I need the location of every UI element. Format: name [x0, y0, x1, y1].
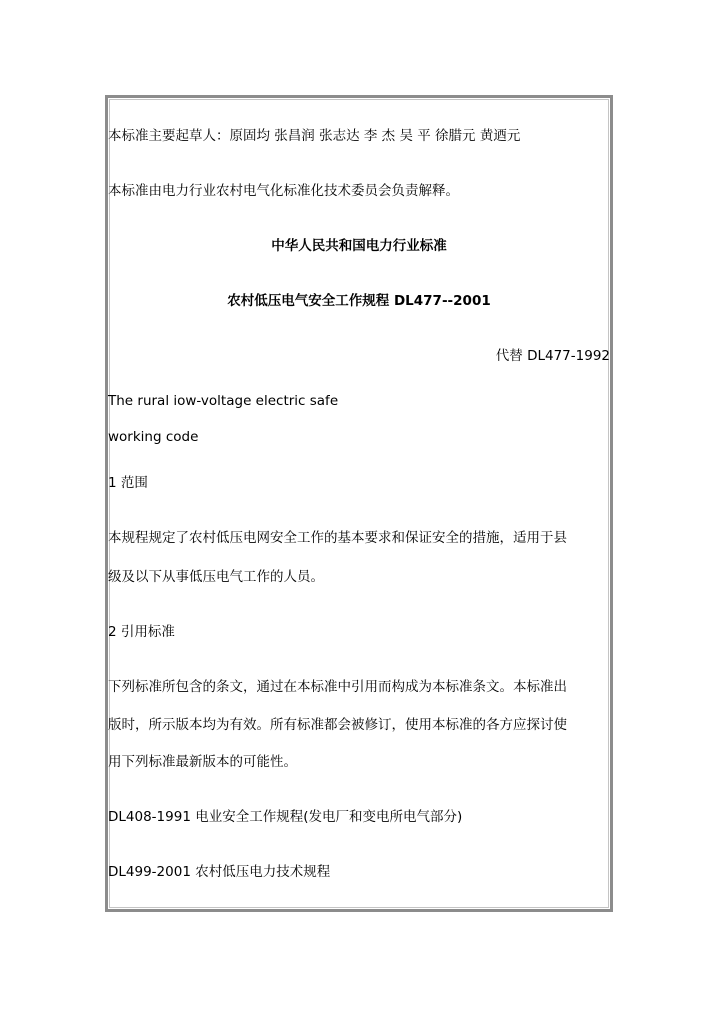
section-2-heading: 2 引用标准	[108, 624, 175, 640]
document-title: 农村低压电气安全工作规程 DL477--2001	[227, 293, 491, 309]
interpretation-line: 本标准由电力行业农村电气化标准化技术委员会负责解释。	[108, 183, 459, 199]
english-title-line-1: The rural iow-voltage electric safe	[108, 393, 339, 409]
drafters-line: 本标准主要起草人：原固均 张昌润 张志达 李 杰 吴 平 徐腊元 黄迺元	[108, 128, 521, 144]
standard-header: 中华人民共和国电力行业标准	[271, 238, 447, 254]
section-2-paragraph-line-3: 用下列标准最新版本的可能性。	[108, 754, 297, 770]
page-frame	[105, 95, 613, 912]
section-1-heading: 1 范围	[108, 475, 148, 491]
reference-dl408: DL408-1991 电业安全工作规程(发电厂和变电所电气部分)	[108, 809, 463, 825]
section-2-paragraph-line-2: 版时，所示版本均为有效。所有标准都会被修订，使用本标准的各方应探讨使	[108, 717, 567, 733]
replaces-note: 代替 DL477-1992	[495, 348, 610, 364]
reference-dl499: DL499-2001 农村低压电力技术规程	[108, 864, 331, 880]
english-title-line-2: working code	[108, 429, 199, 445]
section-2-paragraph-line-1: 下列标准所包含的条文，通过在本标准中引用而构成为本标准条文。本标准出	[108, 679, 567, 695]
section-1-paragraph-line-2: 级及以下从事低压电气工作的人员。	[108, 569, 324, 585]
section-1-paragraph-line-1: 本规程规定了农村低压电网安全工作的基本要求和保证安全的措施，适用于县	[108, 530, 567, 546]
